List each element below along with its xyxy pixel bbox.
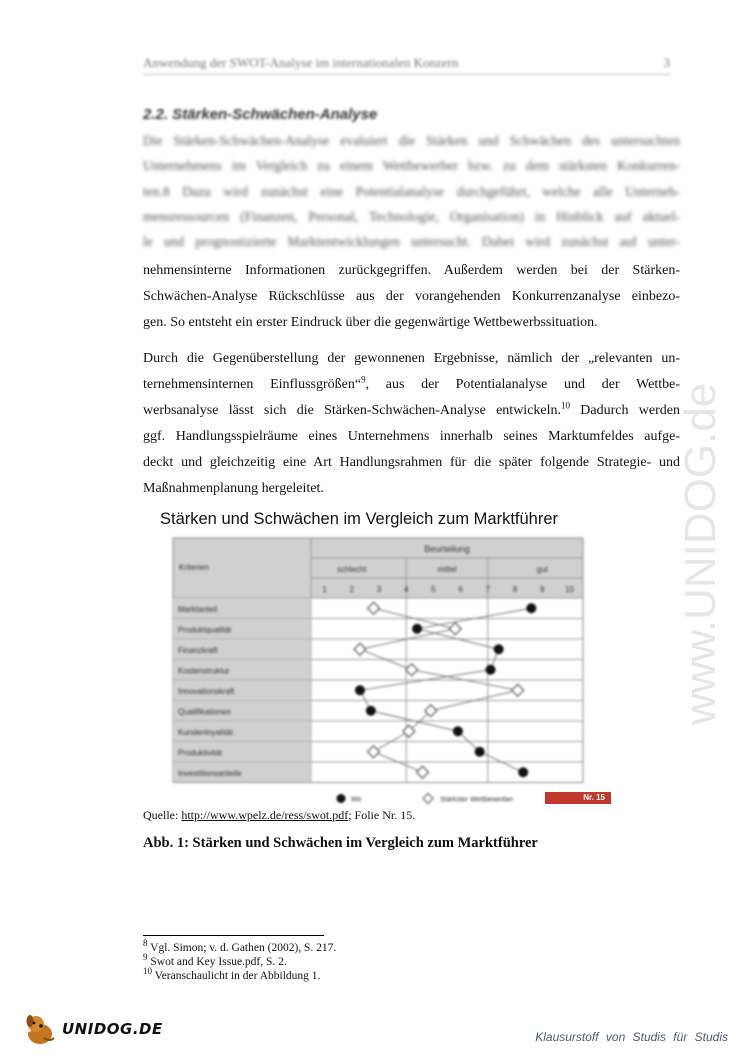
- data-point-own: [412, 624, 422, 634]
- scale-tick-label: 1: [322, 585, 327, 594]
- data-point-own: [486, 665, 496, 675]
- text-line: [143, 372, 680, 398]
- footnote-text: Swot and Key Issue.pdf, S. 2.: [147, 956, 287, 968]
- criterion-label: Finanzkraft: [178, 646, 218, 655]
- dog-icon: [22, 1012, 58, 1046]
- band-label: schlecht: [337, 565, 367, 574]
- footnote-ref-10[interactable]: 10: [561, 400, 571, 411]
- page-header: [143, 55, 670, 75]
- data-point-competitor: [368, 746, 380, 758]
- footnote-number: 9: [143, 952, 148, 963]
- footnote-number: 8: [143, 938, 148, 949]
- scale-tick-label: 4: [403, 585, 409, 594]
- footer-tagline: Klausurstoff von Studis für Studis: [535, 1030, 728, 1044]
- row-header-label: Kriterien: [179, 563, 209, 572]
- text-span: Dadurch werden: [570, 403, 680, 418]
- text-span: ternehmensinternen Einflussgrößen“: [143, 377, 362, 392]
- scale-tick-label: 3: [376, 585, 382, 594]
- text-line: Schwächen-Analyse Rückschlüsse aus der vorangehenden Konkurrenzanalyse einbezo-: [143, 289, 680, 304]
- blurred-line: mensressourcen (Finanzen, Personal, Technologie, Organisation) in Hinblick auf aktuel-: [143, 208, 680, 224]
- data-point-own: [526, 603, 536, 613]
- footnote-divider: [143, 935, 324, 936]
- body-text: [143, 258, 680, 502]
- legend-label-own: Wir: [351, 796, 362, 804]
- legend-marker-own: [337, 794, 346, 803]
- scale-tick-label: 7: [485, 585, 491, 594]
- scale-tick-label: 8: [512, 585, 518, 594]
- header-title: Anwendung der SWOT-Analyse im internationalen Konzern: [143, 55, 459, 70]
- chart-table: [143, 530, 613, 805]
- blurred-paragraph: [143, 128, 680, 254]
- page-number: 3: [663, 55, 670, 70]
- data-point-competitor: [406, 664, 418, 676]
- text-span: werbsanalyse lässt sich die Stärken-Schwächen-Analyse entwickeln.: [143, 403, 562, 418]
- criterion-label: Produktqualität: [178, 625, 232, 635]
- data-point-own: [355, 685, 365, 695]
- figure-number-badge: Nr. 15: [545, 792, 611, 804]
- text-line: Durch die Gegenüberstellung der gewonnenen Ergebnisse, nämlich der „relevanten un-: [143, 351, 680, 366]
- paragraph-2: [143, 346, 680, 502]
- blurred-line: Unternehmens im Vergleich zu einem Wettbewerber bzw. zu dem stärksten Konkurren-: [143, 158, 680, 174]
- text-span: , aus der Potentialanalyse und der Wettbe-: [365, 377, 680, 392]
- criterion-label: Investitionsanteile: [178, 769, 242, 778]
- scale-tick-label: 10: [564, 585, 574, 594]
- blurred-line: ten.8 Dazu wird zunächst eine Potentialanalyse durchgeführt, welche alle Unterneh-: [143, 183, 680, 199]
- footnote-text: Veranschaulicht in der Abbildung 1.: [152, 970, 321, 982]
- criterion-label: Produktivität: [178, 748, 223, 758]
- scale-tick-label: 9: [539, 585, 545, 594]
- data-point-own: [494, 644, 504, 654]
- footnotes: [143, 938, 337, 983]
- data-point-own: [453, 726, 463, 736]
- section-title: 2.2. Stärken-Schwächen-Analyse: [143, 106, 378, 123]
- criterion-label: Kostenstruktur: [178, 666, 230, 676]
- figure-source: [143, 808, 415, 823]
- paragraph-1: [143, 258, 680, 336]
- series-line: [360, 608, 518, 772]
- footnote-text: Vgl. Simon; v. d. Gathen (2002), S. 217.: [147, 942, 337, 954]
- chart: [143, 530, 613, 805]
- legend-label-competitor: Stärkster Wettbewerber: [440, 796, 514, 804]
- text-line: nehmensinterne Informationen zurückgegriffen. Außerdem werden bei der Stärken-: [143, 263, 680, 278]
- band-label: mittel: [437, 565, 457, 574]
- footnote: [143, 966, 336, 983]
- data-point-competitor: [417, 766, 429, 778]
- watermark: [660, 255, 740, 735]
- criterion-label: Marktanteil: [178, 605, 218, 614]
- scale-tick-label: 6: [458, 585, 463, 594]
- footnote-ref-9[interactable]: 9: [361, 374, 366, 385]
- source-link[interactable]: http://www.wpelz.de/ress/swot.pdf: [181, 808, 349, 822]
- legend-marker-competitor: [423, 794, 433, 804]
- criterion-label: Innovationskraft: [178, 687, 235, 696]
- footnote: [143, 952, 336, 969]
- scale-tick-label: 5: [431, 585, 436, 594]
- footnote: [143, 938, 337, 955]
- unidog-logo[interactable]: [22, 1012, 163, 1046]
- text-line: gen. So entsteht ein erster Eindruck über die gegenwärtige Wettbewerbssituation.: [143, 315, 598, 330]
- logo-text: UNIDOG.DE: [62, 1020, 163, 1038]
- text-line: ggf. Handlungsspielräume eines Unternehmens innerhalb seines Marktumfeldes aufge-: [143, 429, 680, 444]
- data-point-own: [366, 706, 376, 716]
- figure-caption: Abb. 1: Stärken und Schwächen im Vergleich zum Marktführer: [143, 835, 538, 851]
- text-line: [143, 398, 680, 424]
- data-point-competitor: [368, 602, 380, 614]
- header-group-label: Beurteilung: [424, 544, 470, 554]
- source-suffix: ; Folie Nr. 15.: [348, 808, 416, 822]
- text-line: Maßnahmenplanung hergeleitet.: [143, 481, 324, 496]
- criterion-label: Qualifikationen: [178, 707, 231, 717]
- blurred-line: le und prognostizierte Marktentwicklungen untersucht. Dabei wird zunächst auf unter-: [143, 234, 680, 250]
- watermark-text: www.UNIDOG.de: [676, 382, 725, 725]
- data-point-competitor: [354, 643, 366, 655]
- band-label: gut: [536, 565, 548, 574]
- source-prefix: Quelle:: [143, 808, 182, 822]
- footnote-number: 10: [143, 966, 152, 977]
- text-line: deckt und gleichzeitig eine Art Handlungsrahmen für die später folgende Strategie- und: [143, 455, 680, 470]
- data-point-own: [475, 747, 485, 757]
- chart-title: Stärken und Schwächen im Vergleich zum Marktführer: [160, 510, 559, 528]
- series-line: [360, 608, 531, 772]
- scale-tick-label: 2: [349, 585, 355, 594]
- data-point-competitor: [512, 684, 524, 696]
- data-point-own: [518, 767, 528, 777]
- data-point-competitor: [449, 623, 461, 635]
- criterion-label: Kundenloyalität: [178, 728, 233, 737]
- blurred-line: Die Stärken-Schwächen-Analyse evaluiert die Stärken und Schwächen des untersuchten: [143, 133, 680, 148]
